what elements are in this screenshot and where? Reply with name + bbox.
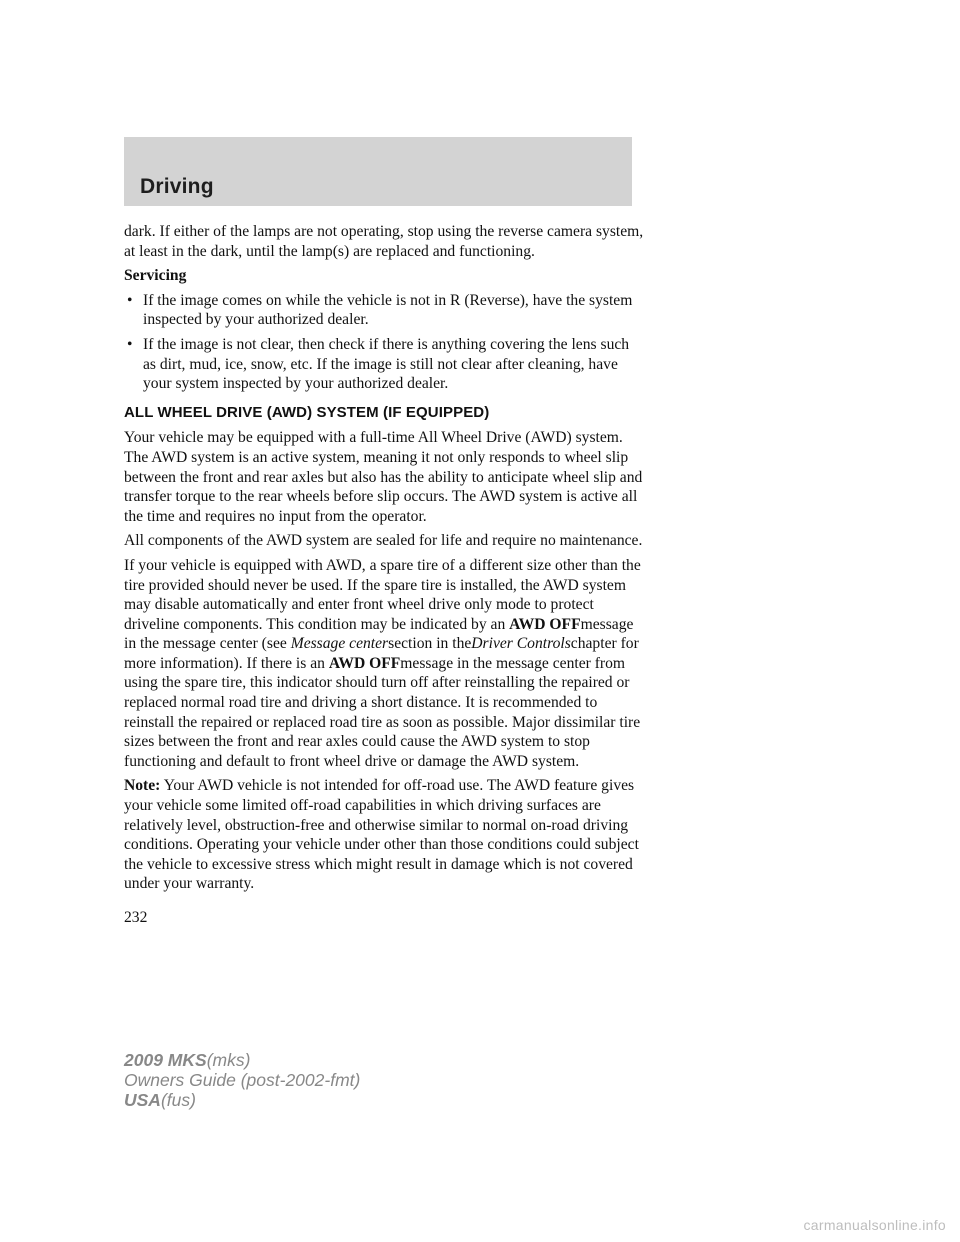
- footer-line-3: [124, 1090, 360, 1110]
- awd-off-message: AWD OFF: [328, 654, 401, 672]
- chapter-header-band: [124, 137, 632, 206]
- watermark: carmanualsonline.info: [803, 1217, 946, 1233]
- list-item: [124, 291, 644, 330]
- bullet-icon: •: [127, 335, 133, 353]
- chapter-title: Driving: [140, 175, 214, 198]
- bullet-icon: •: [127, 291, 133, 309]
- page-content: [124, 222, 644, 928]
- text-run: chapter for more information). If there is an: [124, 635, 639, 672]
- list-item: [124, 335, 644, 394]
- bullet-text: If the image comes on while the vehicle is not in R (Reverse), have the system inspected by your authorized dealer.: [143, 291, 633, 329]
- awd-off-message: AWD OFF: [509, 615, 581, 633]
- bullet-text: If the image is not clear, then check if there is anything covering the lens such as dirt, mud, ice, snow, etc. If the image is still not clear after cleaning, have your system inspected by your authorized dealer.: [143, 335, 630, 393]
- footer-line-2: Owners Guide (post-2002-fmt): [124, 1070, 361, 1090]
- text-run: message in the message center from using the spare tire, this indicator should turn off after reinstalling the repaired or replaced normal road tire and driving a short distance. It is recommended to reinstall the repaired or replaced road tire as soon as possible. Major dissimilar tire sizes between the front and rear axles could cause the AWD system to stop functioning and default to front wheel drive or damage the AWD system.: [124, 654, 641, 770]
- model-year: 2009 MKS: [124, 1050, 207, 1070]
- note-paragraph: [124, 776, 644, 894]
- awd-section-heading: ALL WHEEL DRIVE (AWD) SYSTEM (IF EQUIPPED): [124, 403, 490, 421]
- text-run: message in the message center (see: [124, 615, 634, 653]
- page-number: 232: [124, 909, 148, 926]
- market-code: (fus): [160, 1090, 196, 1110]
- driver-controls-reference: Driver Controls: [471, 635, 571, 653]
- text-run: section in the: [388, 635, 472, 653]
- awd-paragraph-3: [124, 556, 644, 772]
- awd-paragraph-1: Your vehicle may be equipped with a full-time All Wheel Drive (AWD) system. The AWD system is an active system, meaning it not only responds to wheel slip between the front and rear axles but also has the ability to anticipate wheel slip and transfer torque to the rear wheels before slip occurs. The AWD system is active all the time and requires no input from the operator.: [124, 429, 643, 525]
- note-text: Your AWD vehicle is not intended for off-road use. The AWD feature gives your vehicle some limited off-road capabilities in which driving surfaces are relatively level, obstruction-free and otherwise similar to normal on-road driving conditions. Operating your vehicle under other than those conditions could subject the vehicle to excessive stress which might result in damage which is not covered under your warranty.: [124, 777, 639, 893]
- market: USA: [124, 1090, 161, 1110]
- servicing-list: [124, 291, 644, 394]
- awd-paragraph-2: All components of the AWD system are sealed for life and require no maintenance.: [124, 532, 643, 550]
- document-footer: [124, 1050, 360, 1110]
- text-run: If your vehicle is equipped with AWD, a spare tire of a different size other than the tire provided should never be used. If the spare tire is installed, the AWD system may disable automatically and enter front wheel drive only mode to protect driveline components. This condition may be indicated by an: [124, 556, 641, 633]
- note-label: Note:: [124, 777, 161, 795]
- message-center-reference: Message center: [290, 635, 389, 653]
- servicing-heading: Servicing: [124, 267, 187, 285]
- model-code: (mks): [206, 1050, 251, 1070]
- intro-paragraph: dark. If either of the lamps are not operating, stop using the reverse camera system, at least in the dark, until the lamp(s) are replaced and functioning.: [124, 223, 644, 260]
- footer-line-1: [124, 1050, 360, 1070]
